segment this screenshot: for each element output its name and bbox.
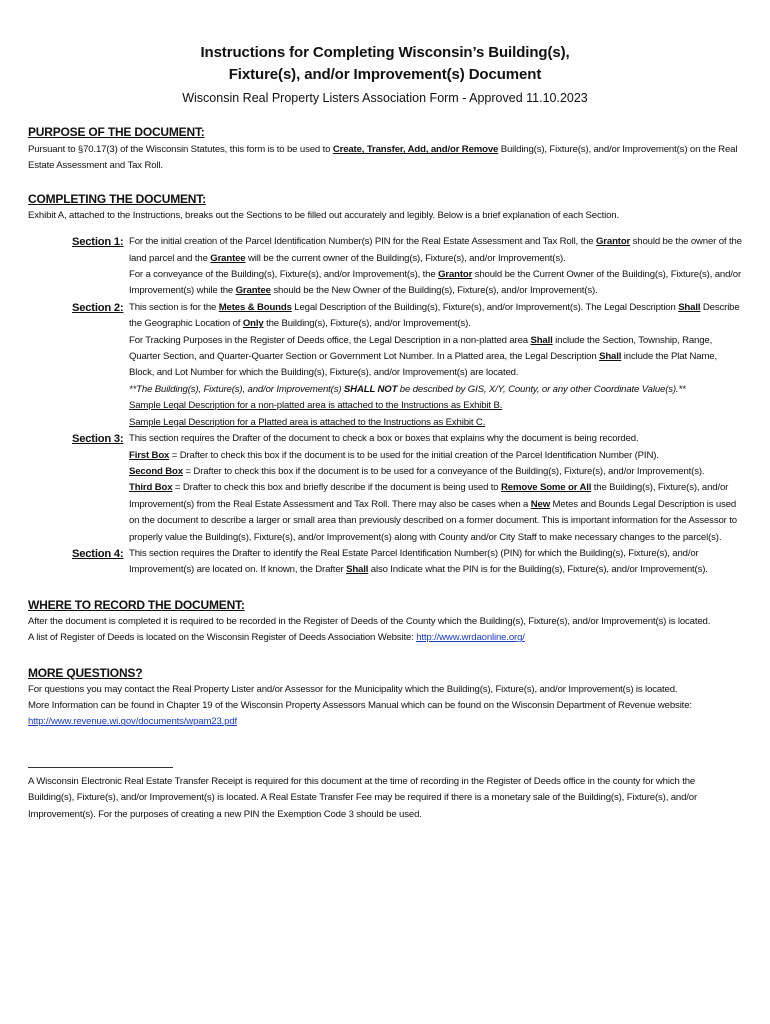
s3-text: the Building(s), Fixture(s), and/or Improvement(s) from the Real Estate Assessment and Tax Roll. There may also be cases when a (129, 482, 729, 510)
s2-note (129, 384, 686, 395)
more-heading: MORE QUESTIONS? (28, 665, 143, 680)
section-2-label: Section 2: (72, 301, 124, 314)
more-text-1: For questions you may contact the Real Property Lister and/or Assessor for the Municipality which the Building(s), Fixture(s), and/or Improvement(s) is located. (28, 683, 678, 695)
s2-note-bold: SHALL NOT (343, 383, 398, 395)
more-text-part: More Information can be found in Chapter 19 of the Wisconsin Property Assessors Manual which can be found on the Wisconsin Department of Revenue website: (28, 699, 692, 711)
purpose-heading: PURPOSE OF THE DOCUMENT: (28, 125, 205, 139)
s4-text: also Indicate what the PIN is for the Building(s), Fixture(s), and/or Improvement(s). (368, 564, 708, 576)
s1-text: should be the Current Owner of the Building(s), Fixture(s), and/or Improvement(s) while the (129, 269, 742, 297)
title-line-1: Instructions for Completing Wisconsin’s Building(s), (200, 44, 570, 61)
s3-first-box: First Box (129, 449, 170, 461)
purpose-text-part: Building(s), Fixture(s), and/or Improvement(s) on the Real Estate Assessment and Tax Roll. (28, 144, 738, 172)
s2-text: For Tracking Purposes in the Register of Deeds office, the Legal Description in a non-platted area (129, 334, 531, 346)
s2-text: This section is for the (129, 301, 219, 313)
s2-sample-platted: Sample Legal Description for a Platted area is attached to the Instructions as Exhibit C. (129, 416, 486, 428)
section-1-body (129, 234, 742, 300)
purpose-text (28, 142, 742, 175)
more-text-2 (28, 698, 742, 731)
section-4-label: Section 4: (72, 547, 124, 560)
footnote-text: A Wisconsin Electronic Real Estate Transfer Receipt is required for this document at the time of recording in the Register of Deeds office in the county for which the Building(s), Fixture(s), and/or Improvement(s) is located. A Real Estate Transfer Fee may be required if there is a monetary sale of the Building(s), Fixture(s), and/or Improvement(s). For the purposes of creating a new PIN the Exemption Code 3 should be used. (28, 775, 698, 820)
where-text: After the document is completed it is required to be recorded in the Register of Deeds of the County which the Building(s), Fixture(s), and/or Improvement(s) is located. (28, 615, 711, 627)
title-line-2: Fixture(s), and/or Improvement(s) Document (228, 66, 542, 83)
s3-text: Metes and Bounds Legal Description is used on the document to describe a larger or small area than previously described on a former document. This is important information for the Assessor to properly value the Building(s), Fixture(s), and/or Improvement(s) along with County and/or City Staff to make necessary changes to the parcel(s). (129, 498, 737, 543)
s1-text: should be the New Owner of the Building(s), Fixture(s), and/or Improvement(s). (270, 285, 598, 297)
where-heading: WHERE TO RECORD THE DOCUMENT: (28, 597, 245, 612)
section-1-label: Section 1: (72, 236, 124, 249)
document-title (28, 0, 742, 86)
revenue-link[interactable]: http://www.revenue.wi.gov/documents/wpam23.pdf (28, 716, 238, 728)
s1-grantor-2: Grantor (438, 269, 473, 281)
s2-metes-bounds: Metes & Bounds (218, 301, 292, 313)
s2-shall-2: Shall (530, 334, 553, 346)
s2-note-part: be described by GIS, X/Y, County, or any other Coordinate Value(s).** (397, 383, 686, 395)
purpose-emphasis: Create, Transfer, Add, and/or Remove (332, 144, 499, 155)
section-4-body (129, 546, 742, 579)
s4-text: This section requires the Drafter to identify the Real Estate Parcel Identification Number(s) (PIN) for which the Building(s), Fixture(s), and/or Improvement(s) are located on. If known, the Drafter (129, 547, 699, 576)
s3-new: New (530, 498, 551, 510)
s2-sample-nonplatted: Sample Legal Description for a non-platted area is attached to the Instructions as Exhibit B. (129, 400, 503, 412)
s3-second-box: Second Box (129, 465, 183, 477)
s2-text: include the Plat Name, Block, and Lot Number for which the Building(s), Fixture(s), and/or Improvement(s) are located. (129, 351, 718, 379)
section-4 (72, 546, 742, 579)
s3-text: = Drafter to check this box if the document is to be used for a conveyance of the Building(s), Fixture(s), and/or Improvement(s). (182, 465, 705, 477)
s1-text: should be the owner of the land parcel and the (129, 236, 742, 264)
s2-note-part: **The Building(s), Fixture(s), and/or Improvement(s) (129, 383, 344, 395)
s1-text: will be the current owner of the Building(s), Fixture(s), and/or Improvement(s). (245, 252, 566, 264)
s2-text: Describe the Geographic Location of (129, 301, 740, 330)
s2-only: Only (242, 318, 264, 330)
s3-text: This section requires the Drafter of the document to check a box or boxes that explains why the document is being recorded. (129, 433, 639, 445)
s1-text: For the initial creation of the Parcel Identification Number(s) PIN for the Real Estate Assessment and Tax Roll, the (129, 236, 596, 248)
s3-text: = Drafter to check this box and briefly describe if the document is being used to (172, 482, 502, 494)
s1-grantee: Grantee (210, 252, 246, 264)
where-list-part: A list of Register of Deeds is located on the Wisconsin Register of Deeds Association Website: (28, 632, 417, 644)
section-3 (72, 431, 742, 546)
s1-text: For a conveyance of the Building(s), Fixture(s), and/or Improvement(s), the (129, 269, 439, 281)
s1-grantor: Grantor (596, 236, 631, 248)
s2-text: the Building(s), Fixture(s), and/or Improvement(s). (263, 318, 471, 330)
footnote-divider (28, 767, 173, 768)
wrda-link[interactable]: http://www.wrdaonline.org/ (416, 632, 525, 644)
section-1 (72, 234, 742, 300)
section-3-label: Section 3: (72, 433, 124, 446)
purpose-text-part: Pursuant to §70.17(3) of the Wisconsin Statutes, this form is to be used to (28, 144, 333, 155)
s2-text: Legal Description of the Building(s), Fixture(s), and/or Improvement(s). The Legal Description (291, 301, 679, 313)
completing-intro: Exhibit A, attached to the Instructions, breaks out the Sections to be filled out accurately and legibly. Below is a brief explanation of each Section. (28, 209, 620, 221)
completing-heading: COMPLETING THE DOCUMENT: (28, 191, 206, 206)
s4-shall: Shall (346, 564, 369, 576)
s2-text: include the Section, Township, Range, Quarter Section, and Quarter-Quarter Section or Government Lot Number. In a Platted area, the Legal Description (129, 334, 713, 363)
s3-remove: Remove Some or All (501, 482, 592, 494)
s2-shall: Shall (678, 301, 701, 313)
where-list-text (28, 630, 742, 646)
section-2 (72, 300, 742, 431)
s1-grantee-2: Grantee (235, 285, 271, 297)
section-3-body (129, 431, 742, 546)
s3-third-box: Third Box (129, 482, 173, 494)
section-2-body (129, 300, 742, 431)
document-subtitle: Wisconsin Real Property Listers Association Form - Approved 11.10.2023 (182, 91, 588, 105)
s3-text: = Drafter to check this box if the document is to be used for the initial creation of the Parcel Identification Number (PIN). (169, 449, 659, 461)
s2-shall-3: Shall (599, 351, 622, 363)
